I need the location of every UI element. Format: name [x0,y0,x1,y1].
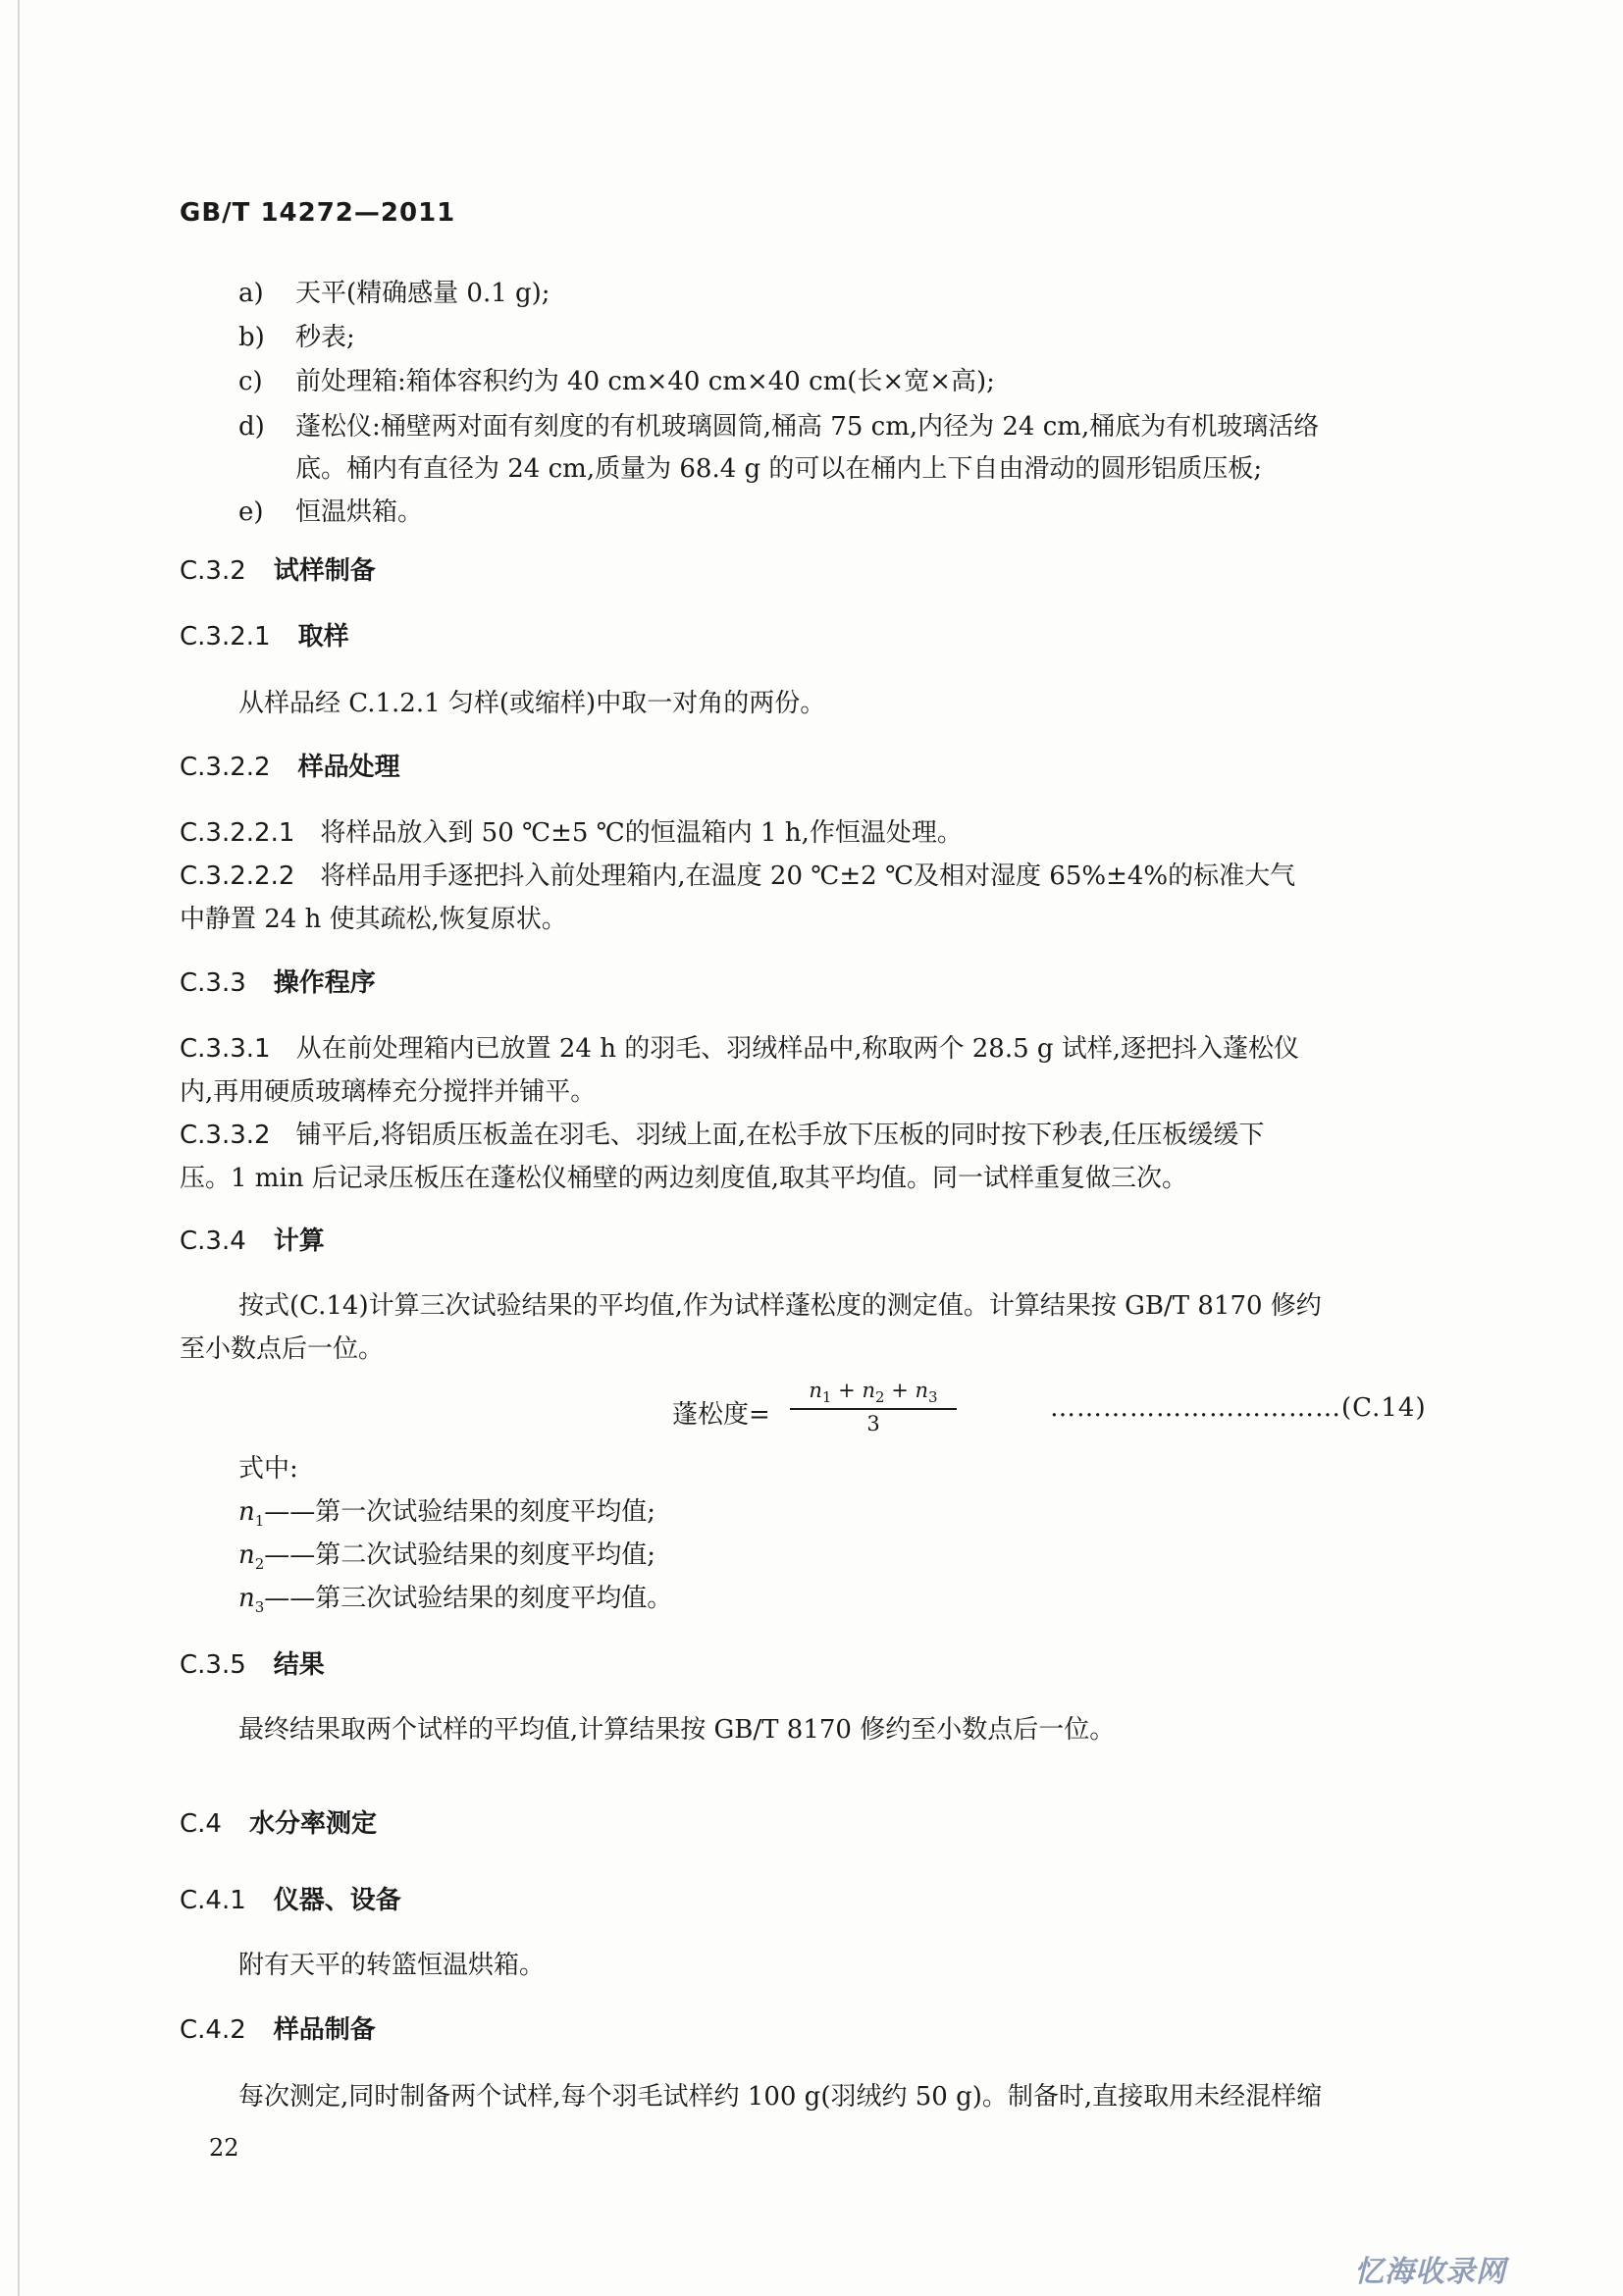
paragraph-c3221: C.3.2.2.1 将样品放入到 50 ℃±5 ℃的恒温箱内 1 h,作恒温处理。 [180,818,963,848]
page-number: 22 [209,2134,239,2162]
section-heading-c34: C.3.4 计算 [180,1226,325,1256]
paragraph-c3222: C.3.2.2.2 将样品用手逐把抖入前处理箱内,在温度 20 ℃±2 ℃及相对湿度 65%±4%的标准大气 [180,861,1296,891]
formula-fraction [790,1379,957,1435]
watermark-logo: 忆海收录网 [1354,2255,1506,2289]
formula-denominator: 3 [866,1412,880,1436]
fraction-bar [790,1408,957,1410]
section-heading-c42: C.4.2 样品制备 [180,2015,376,2045]
section-heading-c4: C.4 水分率测定 [180,1809,377,1839]
list-item-continuation: 底。桶内有直径为 24 cm,质量为 68.4 g 的可以在桶内上下自由滑动的圆形铝质压板; [295,454,1263,484]
definition-item: $n_1——$第一次试验结果的刻度平均值; [238,1497,656,1531]
paragraph-c321: 从样品经 C.1.2.1 匀样(或缩样)中取一对角的两份。 [238,689,826,718]
section-heading-c33: C.3.3 操作程序 [180,968,376,998]
document-header: GB/T 14272—2011 [180,198,456,228]
list-item: d) 蓬松仪:桶壁两对面有刻度的有机玻璃圆筒,桶高 75 cm,内径为 24 cm,桶底为有机玻璃活络 [238,412,1320,442]
paragraph-c42: 每次测定,同时制备两个试样,每个羽毛试样约 100 g(羽绒约 50 g)。制备时,直接取用未经混样缩 [238,2082,1323,2112]
formula-numerator: $n_1 + n_2 + n_3$ [809,1379,938,1407]
section-heading-c41: C.4.1 仪器、设备 [180,1886,401,1915]
paragraph-c331: C.3.3.1 从在前处理箱内已放置 24 h 的羽毛、羽绒样品中,称取两个 28.5 g 试样,逐把抖入蓬松仪 [180,1034,1300,1064]
equation-number: ……………………………(C.14) [1050,1393,1427,1423]
definition-item: $n_2——$第二次试验结果的刻度平均值; [238,1540,656,1574]
binding-edge-line [18,0,20,2296]
definition-item: $n_3——$第三次试验结果的刻度平均值。 [238,1584,673,1617]
list-item: c) 前处理箱:箱体容积约为 40 cm×40 cm×40 cm(长×宽×高); [238,367,995,396]
list-item: b) 秒表; [238,323,355,352]
paragraph-c3222-cont: 中静置 24 h 使其疏松,恢复原状。 [180,905,567,934]
list-item: e) 恒温烘箱。 [238,497,424,527]
paragraph-c34: 按式(C.14)计算三次试验结果的平均值,作为试样蓬松度的测定值。计算结果按 GB/T 8170 修约 [238,1291,1322,1321]
where-label: 式中: [238,1454,298,1484]
paragraph-c34-cont: 至小数点后一位。 [180,1334,385,1364]
list-item: a) 天平(精确感量 0.1 g); [238,279,550,308]
paragraph-c332: C.3.3.2 铺平后,将铝质压板盖在羽毛、羽绒上面,在松手放下压板的同时按下秒表,任压板缓缓下 [180,1121,1265,1150]
section-heading-c35: C.3.5 结果 [180,1650,325,1680]
section-heading-c322: C.3.2.2 样品处理 [180,753,400,782]
section-heading-c321: C.3.2.1 取样 [180,622,349,652]
paragraph-c332-cont: 压。1 min 后记录压板压在蓬松仪桶壁的两边刻度值,取其平均值。同一试样重复做三次。 [180,1164,1188,1193]
paragraph-c41: 附有天平的转篮恒温烘箱。 [238,1951,546,1980]
section-heading-c32: C.3.2 试样制备 [180,556,376,586]
paragraph-c331-cont: 内,再用硬质玻璃棒充分搅拌并铺平。 [180,1077,597,1107]
paragraph-c35: 最终结果取两个试样的平均值,计算结果按 GB/T 8170 修约至小数点后一位。 [238,1715,1116,1745]
formula-lhs: 蓬松度= [672,1400,770,1430]
